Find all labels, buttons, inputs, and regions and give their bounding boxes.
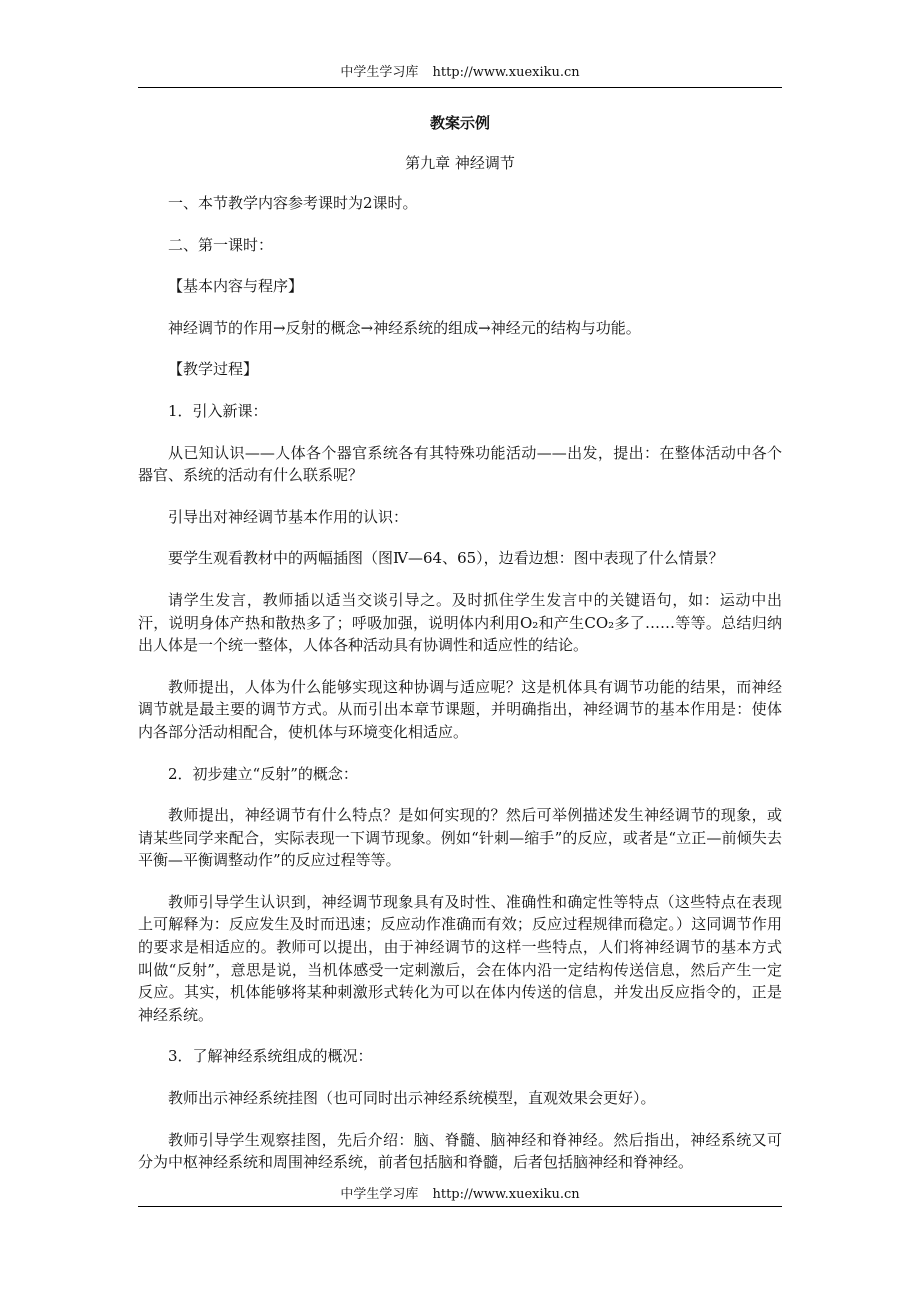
footer-site-name: 中学生学习库	[340, 1187, 419, 1202]
header-rule	[138, 87, 782, 88]
paragraph-step-3-heading: 3．了解神经系统组成的概况：	[168, 1047, 373, 1066]
paragraph-step-1-figures: 要学生观看教材中的两幅插图（图Ⅳ—64、65），边看边想：图中表现了什么情景？	[168, 549, 724, 568]
chapter-heading: 第九章 神经调节	[405, 154, 515, 172]
footer-url[interactable]: http://www.xuexiku.cn	[432, 1187, 580, 1202]
paragraph-step-2-reflex: 教师引导学生认识到，神经调节现象具有及时性、准确性和确定性等特点（这些特点在表现上可解释为：反应发生及时而迅速；反应动作准确而有效；反应过程规律而稳定。）这同调节作用的要求是相适应的。教师可以提出，由于神经调节的这样一些特点，人们将神经调节的基本方式叫做“反射”，意思是说，当机体感受一定刺激后，会在体内沿一定结构传送信息，然后产生一定反应。其实，机体能够将某种刺激形式转化为可以在体内传送的信息，并发出反应指令的，正是神经系统。	[138, 892, 782, 1024]
header-url[interactable]: http://www.xuexiku.cn	[432, 65, 580, 80]
page-footer	[0, 1186, 920, 1204]
page-header	[0, 64, 920, 82]
paragraph-teaching-process-heading: 【教学过程】	[168, 360, 259, 379]
paragraph-step-1-heading: 1．引入新课：	[168, 401, 268, 420]
paragraph-step-3-chart: 教师出示神经系统挂图（也可同时出示神经系统模型，直观效果会更好）。	[168, 1089, 656, 1108]
paragraph-step-1-conclusion: 教师提出，人体为什么能够实现这种协调与适应呢？这是机体具有调节功能的结果，而神经调节就是最主要的调节方式。从而引出本章节课题，并明确指出，神经调节的基本作用是：使体内各部分活动相配合，使机体与环境变化相适应。	[138, 677, 782, 741]
paragraph-basic-content-heading: 【基本内容与程序】	[168, 277, 304, 296]
paragraph-step-3-structure: 教师引导学生观察挂图，先后介绍：脑、脊髓、脑神经和脊神经。然后指出，神经系统又可分为中枢神经系统和周围神经系统，前者包括脑和脊髓，后者包括脑神经和脊神经。	[138, 1130, 782, 1172]
document-title: 教案示例	[429, 114, 490, 132]
footer-rule	[138, 1206, 782, 1207]
paragraph-step-1-discussion: 请学生发言，教师插以适当交谈引导之。及时抓住学生发言中的关键语句，如：运动中出汗，说明身体产热和散热多了；呼吸加强，说明体内利用O₂和产生CO₂多了……等等。总结归纳出人体是一个统一整体，人体各种活动具有协调性和适应性的结论。	[138, 590, 782, 655]
document-body	[138, 112, 782, 1193]
paragraph-first-lesson: 二、第一课时：	[168, 235, 274, 254]
paragraph-content-sequence: 神经调节的作用→反射的概念→神经系统的组成→神经元的结构与功能。	[168, 318, 641, 337]
paragraph-step-1-intro: 从已知认识——人体各个器官系统各有其特殊功能活动——出发，提出：在整体活动中各个器官、系统的活动有什么联系呢？	[138, 443, 782, 485]
paragraph-class-hours: 一、本节教学内容参考课时为2课时。	[168, 194, 418, 212]
paragraph-step-2-heading: 2．初步建立“反射”的概念：	[168, 764, 358, 783]
paragraph-step-2-examples: 教师提出，神经调节有什么特点？是如何实现的？然后可举例描述发生神经调节的现象，或请某些同学来配合，实际表现一下调节现象。例如“针刺—缩手”的反应，或者是“立正—前倾失去平衡—平衡调整动作”的反应过程等等。	[138, 806, 782, 870]
paragraph-step-1-lead: 引导出对神经调节基本作用的认识：	[168, 507, 409, 526]
header-site-name: 中学生学习库	[340, 65, 419, 80]
